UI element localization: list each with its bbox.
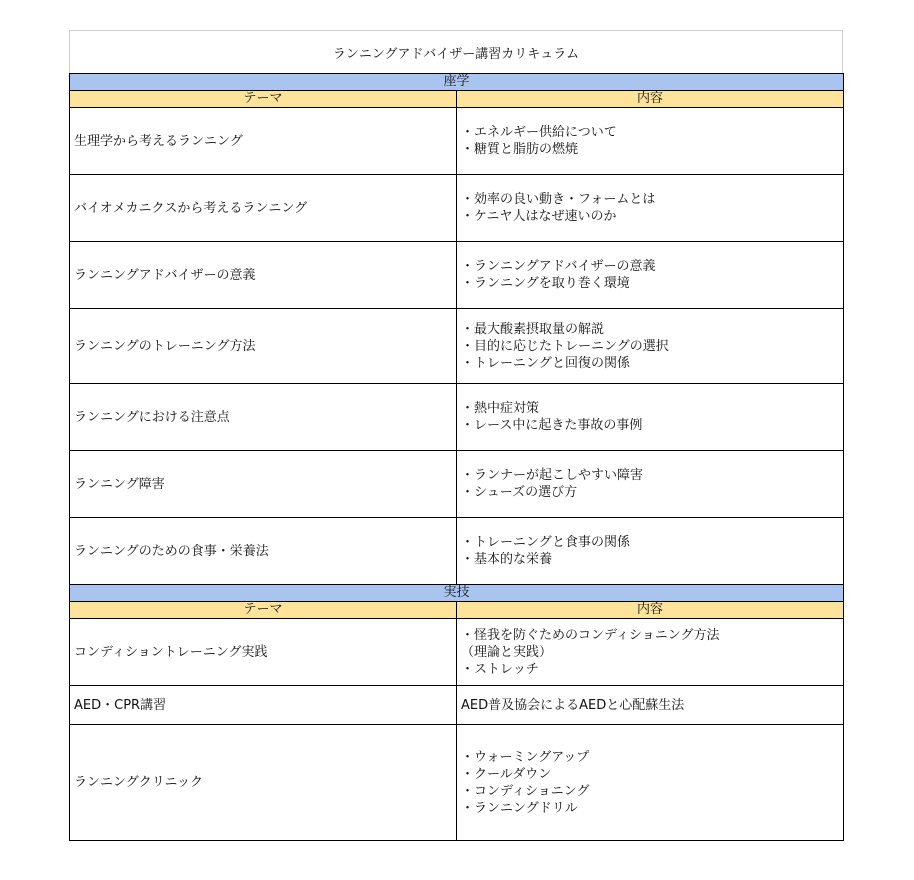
content-cell	[457, 108, 844, 175]
content-line: ・最大酸素摂取量の解説	[461, 321, 605, 337]
content-cell	[457, 175, 844, 242]
column-header-theme: テーマ	[70, 602, 457, 619]
column-header-content: 内容	[457, 602, 844, 619]
content-cell	[457, 451, 844, 518]
sheet-title: ランニングアドバイザー講習カリキュラム	[69, 30, 843, 73]
content-line: ・クールダウン	[461, 766, 552, 782]
column-header-row	[70, 91, 844, 108]
content-line: ・トレーニングと食事の関係	[461, 535, 631, 550]
table-row	[70, 725, 844, 841]
content-line: ・レース中に起きた事故の事例	[461, 418, 643, 433]
table-row	[70, 175, 844, 242]
content-line: ・トレーニングと回復の関係	[461, 355, 631, 371]
table-row	[70, 309, 844, 384]
content-line: ・効率の良い動き・フォームとは	[461, 192, 656, 207]
content-line: （理論と実践）	[461, 644, 553, 660]
content-line: ・コンディショニング	[461, 783, 590, 799]
column-header-theme: テーマ	[70, 91, 457, 108]
content-cell	[457, 384, 844, 451]
curriculum-table	[69, 73, 844, 841]
content-line: ・ストレッチ	[461, 661, 539, 677]
content-cell	[457, 619, 844, 686]
theme-cell: ランニング障害	[70, 451, 457, 518]
content-line: ・ケニヤ人はなぜ速いのか	[461, 209, 617, 224]
theme-cell: ランニングクリニック	[70, 725, 457, 841]
content-line: ・糖質と脂肪の燃焼	[461, 142, 579, 157]
content-cell	[457, 518, 844, 585]
content-line: ・目的に応じたトレーニングの選択	[461, 338, 669, 354]
content-line: ・基本的な栄養	[461, 552, 553, 567]
content-line: ・シューズの選び方	[461, 485, 578, 500]
table-row	[70, 619, 844, 686]
content-cell	[457, 725, 844, 841]
content-cell	[457, 686, 844, 725]
content-cell	[457, 242, 844, 309]
section-header-practical	[70, 585, 844, 602]
section-title: 実技	[70, 585, 844, 602]
table-row	[70, 384, 844, 451]
content-cell	[457, 309, 844, 384]
table-row	[70, 686, 844, 725]
theme-cell: バイオメカニクスから考えるランニング	[70, 175, 457, 242]
content-line: ・熱中症対策	[461, 401, 540, 416]
table-row	[70, 518, 844, 585]
content-line: ・ランナーが起こしやすい障害	[461, 468, 644, 483]
table-row	[70, 108, 844, 175]
column-header-row	[70, 602, 844, 619]
content-line: ・怪我を防ぐためのコンディショニング方法	[461, 627, 720, 643]
table-row	[70, 451, 844, 518]
content-line: ・ランニングを取り巻く環境	[461, 276, 630, 291]
theme-cell: ランニングにおける注意点	[70, 384, 457, 451]
theme-cell: ランニングのトレーニング方法	[70, 309, 457, 384]
theme-cell: ランニングのための食事・栄養法	[70, 518, 457, 585]
theme-cell: AED・CPR講習	[70, 686, 457, 725]
table-row	[70, 242, 844, 309]
section-header-lecture	[70, 74, 844, 91]
content-line: ・エネルギー供給について	[461, 125, 617, 140]
content-line: ・ランニングドリル	[461, 800, 578, 816]
theme-cell: コンディショントレーニング実践	[70, 619, 457, 686]
content-line: ・ランニングアドバイザーの意義	[461, 259, 656, 274]
theme-cell: ランニングアドバイザーの意義	[70, 242, 457, 309]
curriculum-sheet	[69, 30, 843, 841]
column-header-content: 内容	[457, 91, 844, 108]
content-line: AED普及協会によるAEDと心配蘇生法	[461, 697, 685, 713]
section-title: 座学	[70, 74, 844, 91]
theme-cell: 生理学から考えるランニング	[70, 108, 457, 175]
content-line: ・ウォーミングアップ	[461, 749, 590, 765]
